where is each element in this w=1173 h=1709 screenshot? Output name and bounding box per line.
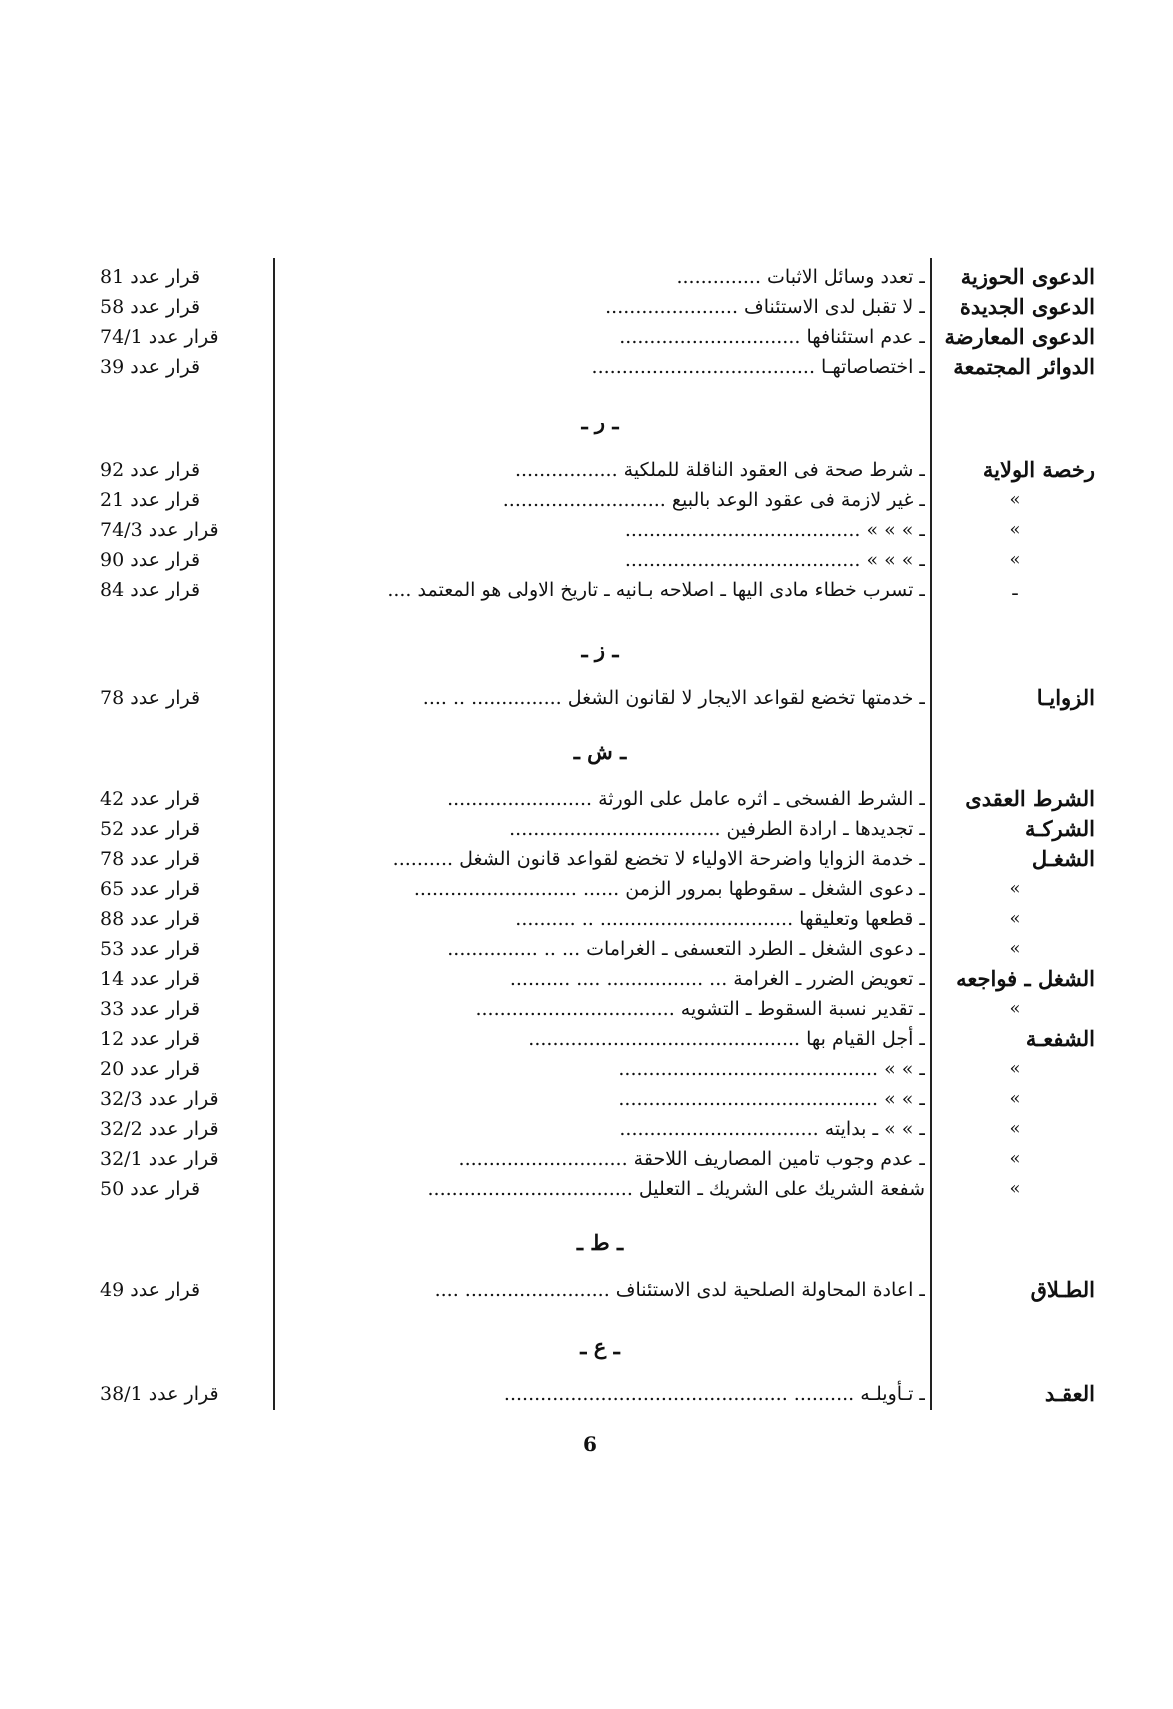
index-entry [0,292,1173,322]
index-entry [0,1174,1173,1204]
entry-term: رخصة الولاية [982,457,1095,482]
entry-decision-ref: قرار عدد 49 [100,1279,201,1301]
section-heading: ـ ش ـ [573,739,627,764]
entry-decision-ref: قرار عدد 39 [100,356,201,378]
index-entry [0,1084,1173,1114]
index-entry [0,1054,1173,1084]
entry-term: الشرط العقدى [965,786,1095,811]
entry-decision-ref: قرار عدد 53 [100,938,201,960]
index-entry [0,575,1173,605]
index-entry [0,545,1173,575]
entry-description: ـ » » » ....................................... [624,519,925,541]
entry-description: ـ خدمتها تخضع لقواعد الايجار لا لقانون الشغل ............... .. .... [422,687,925,709]
entry-term: الزوايـا [1036,685,1095,710]
entry-decision-ref: قرار عدد 21 [100,489,201,511]
index-entry [0,1024,1173,1054]
entry-decision-ref: قرار عدد 74/1 [100,326,219,348]
entry-decision-ref: قرار عدد 90 [100,549,201,571]
index-entry [0,964,1173,994]
index-entry [0,1275,1173,1305]
entry-description: ـ تسرب خطاء مادى اليها ـ اصلاحه بـانيه ـ تاريخ الاولى هو المعتمد .... [387,579,925,601]
entry-term: الدعوى المعارضة [944,324,1095,349]
entry-description: ـ غير لازمة فى عقود الوعد بالبيع ........................... [502,489,925,511]
section-heading: ـ ر ـ [581,409,619,434]
entry-description: ـ تقدير نسبة السقوط ـ التشويه ................................. [475,998,925,1020]
entry-description: ـ تـأويلـه .......... ............................................... [503,1383,925,1405]
entry-decision-ref: قرار عدد 84 [100,579,201,601]
entry-term: » [1009,908,1021,929]
index-entry [0,844,1173,874]
index-entry [0,515,1173,545]
entry-description: ـ قطعها وتعليقها ................................ .. .......... [515,908,925,930]
entry-decision-ref: قرار عدد 12 [100,1028,201,1050]
entry-term: العقـد [1044,1381,1095,1406]
index-entry [0,1114,1173,1144]
entry-decision-ref: قرار عدد 88 [100,908,201,930]
entry-term: » [1009,998,1021,1019]
entry-description: ـ تعدد وسائل الاثبات .............. [676,266,925,288]
entry-term: الدعوى الحوزية [960,264,1095,289]
entry-decision-ref: قرار عدد 65 [100,878,201,900]
entry-term: الطـلاق [1030,1277,1095,1302]
section-heading: ـ ط ـ [576,1230,624,1255]
index-entry [0,994,1173,1024]
index-entry [0,1379,1173,1409]
entry-term: الشفعـة [1025,1026,1095,1051]
entry-description: ـ » » ـ بدايته ................................. [619,1118,925,1140]
entry-description: ـ شرط صحة فى العقود الناقلة للملكية ................. [514,459,925,481]
entry-description: ـ تعويض الضرر ـ الغرامة ... ................ .... .......... [509,968,925,990]
entry-term: » [1009,1178,1021,1199]
entry-decision-ref: قرار عدد 81 [100,266,201,288]
entry-term: الشغـل [1031,846,1095,871]
entry-description: ـ دعوى الشغل ـ الطرد التعسفى ـ الغرامات ... .. ............... [447,938,925,960]
entry-term: » [1009,549,1021,570]
index-entry [0,1144,1173,1174]
entry-decision-ref: قرار عدد 32/1 [100,1148,219,1170]
entry-description: ـ عدم استئنافها .............................. [619,326,925,348]
index-entry [0,904,1173,934]
entry-description: شفعة الشريك على الشريك ـ التعليل .................................. [427,1178,925,1200]
entry-decision-ref: قرار عدد 20 [100,1058,201,1080]
entry-description: ـ عدم وجوب تامين المصاريف اللاحقة ............................ [458,1148,925,1170]
index-entry [0,814,1173,844]
index-entry [0,485,1173,515]
entry-decision-ref: قرار عدد 50 [100,1178,201,1200]
index-entry [0,322,1173,352]
entry-decision-ref: قرار عدد 92 [100,459,201,481]
entry-decision-ref: قرار عدد 14 [100,968,201,990]
entry-term: الدوائر المجتمعة [953,354,1095,379]
entry-description: ـ دعوى الشغل ـ سقوطها بمرور الزمن ...... ........................... [413,878,925,900]
entry-description: ـ الشرط الفسخى ـ اثره عامل على الورثة ........................ [447,788,925,810]
index-entry [0,683,1173,713]
entry-decision-ref: قرار عدد 78 [100,848,201,870]
index-entry [0,455,1173,485]
entry-term: » [1009,489,1021,510]
entry-decision-ref: قرار عدد 32/3 [100,1088,219,1110]
entry-description: ـ لا تقبل لدى الاستئناف ...................... [605,296,925,318]
entry-decision-ref: قرار عدد 42 [100,788,201,810]
entry-description: ـ اعادة المحاولة الصلحية لدى الاستئناف ........................ .... [434,1279,925,1301]
entry-description: ـ » » ........................................... [618,1088,925,1110]
index-entry [0,934,1173,964]
index-entry [0,874,1173,904]
entry-description: ـ اختصاصاتهـا ..................................... [591,356,925,378]
entry-decision-ref: قرار عدد 32/2 [100,1118,219,1140]
entry-decision-ref: قرار عدد 52 [100,818,201,840]
index-entry [0,262,1173,292]
entry-term: » [1009,1058,1021,1079]
entry-decision-ref: قرار عدد 78 [100,687,201,709]
section-heading: ـ ز ـ [581,637,619,662]
entry-term: » [1009,938,1021,959]
entry-decision-ref: قرار عدد 58 [100,296,201,318]
entry-description: ـ » » » ....................................... [624,549,925,571]
entry-term: الشركـة [1025,816,1095,841]
entry-term: » [1009,878,1021,899]
entry-term: » [1009,519,1021,540]
entry-term: » [1009,1118,1021,1139]
entry-term: » [1009,1088,1021,1109]
entry-decision-ref: قرار عدد 33 [100,998,201,1020]
entry-decision-ref: قرار عدد 74/3 [100,519,219,541]
entry-decision-ref: قرار عدد 38/1 [100,1383,219,1405]
entry-term: » [1009,1148,1021,1169]
entry-term: الدعوى الجديدة [959,294,1095,319]
entry-term: الشغل ـ فواجعه [956,966,1095,991]
entry-description: ـ خدمة الزوايا واضرحة الاولياء لا تخضع لقواعد قانون الشغل .......... [392,848,925,870]
entry-description: ـ تجديدها ـ ارادة الطرفين ................................... [509,818,925,840]
index-entry [0,784,1173,814]
entry-description: ـ » » ........................................... [618,1058,925,1080]
page-number: 6 [583,1432,597,1456]
index-entry [0,352,1173,382]
entry-term: ـ [1012,579,1018,600]
entry-description: ـ أجل القيام بها ............................................. [528,1028,925,1050]
section-heading: ـ ع ـ [580,1334,620,1359]
